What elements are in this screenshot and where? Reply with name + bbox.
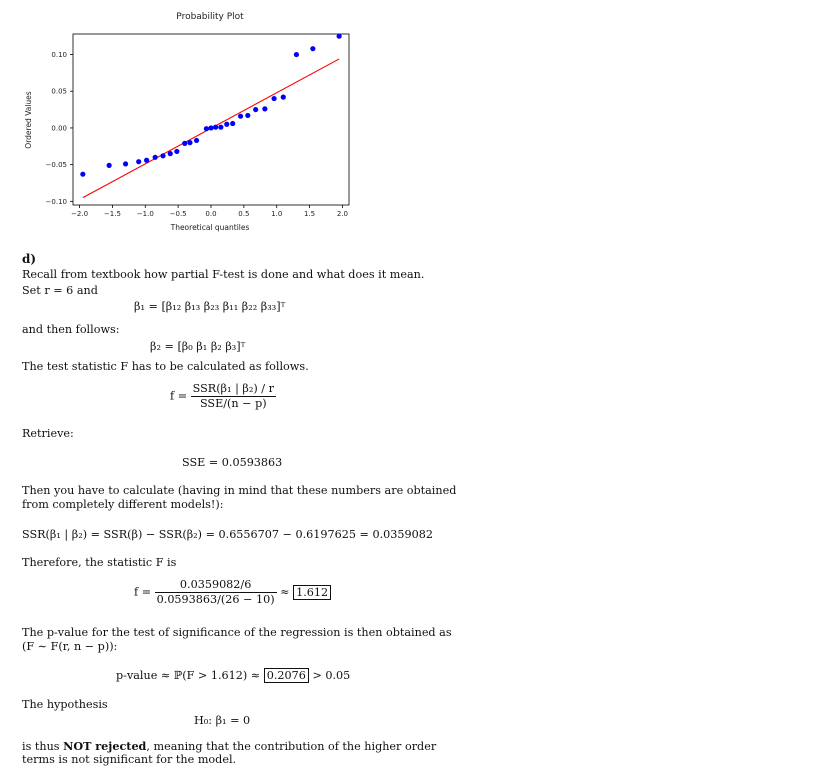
x-tick-label: 2.0 — [336, 210, 348, 218]
x-tick-label: −0.5 — [169, 210, 187, 218]
data-point — [153, 155, 158, 160]
data-point — [136, 159, 141, 164]
fraction — [155, 578, 277, 607]
data-point — [160, 153, 165, 158]
equation-beta2: β₂ = [β₀ β₁ β₂ β₃]ᵀ — [150, 340, 246, 353]
boxed-result: 1.612 — [293, 585, 331, 600]
equation-hypothesis: H₀: β₁ = 0 — [194, 714, 251, 727]
data-point — [182, 141, 187, 146]
x-tick-label: −2.0 — [71, 210, 89, 218]
equation-beta1: β₁ = [β₁₂ β₁₃ β₂₃ β₁₁ β₂₂ β₃₃]ᵀ — [134, 300, 286, 313]
data-point — [194, 138, 199, 143]
boxed-result: 0.2076 — [264, 668, 309, 683]
p-value-prefix: p-value ≈ ℙ(F > 1.612) ≈ — [116, 669, 261, 682]
data-point — [144, 158, 149, 163]
paragraph: The p-value for the test of significance of the regression is then obtained as — [22, 626, 452, 639]
eq-lhs: f = — [170, 389, 188, 403]
paragraph: Set r = 6 and — [22, 284, 98, 297]
paragraph: Recall from textbook how partial F-test is done and what does it mean. — [22, 268, 425, 281]
emphasis: NOT rejected — [63, 739, 147, 753]
equation-f-value — [134, 578, 331, 607]
data-point — [204, 126, 209, 131]
data-point — [80, 172, 85, 177]
paragraph: Then you have to calculate (having in mind that these numbers are obtained — [22, 484, 457, 497]
data-point — [187, 140, 192, 145]
x-tick-label: −1.5 — [103, 210, 121, 218]
data-point — [337, 34, 342, 39]
x-tick-label: −1.0 — [136, 210, 154, 218]
equation-ssr: SSR(β₁ | β₂) = SSR(β) − SSR(β₂) = 0.6556707 − 0.6197625 = 0.0359082 — [22, 528, 433, 541]
numerator: SSR(β₁ | β₂) / r — [192, 382, 274, 395]
data-point — [294, 52, 299, 57]
paragraph: from completely different models!): — [22, 498, 224, 511]
paragraph: The test statistic F has to be calculated as follows. — [22, 360, 309, 373]
y-axis — [46, 51, 73, 206]
data-point — [107, 163, 112, 168]
y-tick-label: −0.05 — [45, 161, 67, 170]
probability-plot — [0, 0, 360, 240]
section-heading: d) — [22, 252, 37, 266]
data-point — [253, 107, 258, 112]
data-point — [123, 161, 128, 166]
x-tick-label: 0.0 — [205, 210, 217, 218]
eq-lhs: f = — [134, 585, 152, 599]
data-point — [310, 46, 315, 51]
x-tick-label: 1.0 — [271, 210, 283, 218]
paragraph: Therefore, the statistic F is — [22, 556, 177, 569]
data-points — [80, 34, 341, 177]
text-run: is thus — [22, 740, 64, 753]
data-point — [168, 151, 173, 156]
data-point — [230, 121, 235, 126]
denominator: SSE/(n − p) — [199, 397, 267, 410]
paragraph: Retrieve: — [22, 427, 74, 440]
x-tick-label: 0.5 — [238, 210, 250, 218]
y-tick-label: −0.10 — [45, 197, 67, 206]
y-tick-label: 0.00 — [51, 124, 67, 133]
plot-frame — [73, 34, 349, 205]
numerator: 0.0359082/6 — [155, 578, 277, 593]
data-point — [238, 114, 243, 119]
paragraph: terms is not significant for the model. — [22, 753, 237, 766]
paragraph: (F ∼ F(r, n − p)): — [22, 640, 118, 653]
equation-f-definition — [170, 382, 276, 411]
y-axis-label: Ordered Values — [24, 91, 33, 149]
approx-sign: ≈ — [280, 585, 290, 599]
data-point — [208, 125, 213, 130]
paragraph: and then follows: — [22, 323, 120, 336]
paragraph: The hypothesis — [22, 698, 108, 711]
y-tick-label: 0.10 — [51, 51, 67, 60]
fraction — [191, 382, 276, 411]
chart-title: Probability Plot — [176, 12, 244, 22]
p-value-suffix: > 0.05 — [312, 669, 351, 682]
equation-sse: SSE = 0.0593863 — [182, 456, 283, 469]
data-point — [213, 125, 218, 130]
equation-p-value — [116, 669, 350, 683]
data-point — [245, 113, 250, 118]
data-point — [174, 149, 179, 154]
y-tick-label: 0.05 — [51, 87, 67, 96]
data-point — [224, 122, 229, 127]
data-point — [271, 96, 276, 101]
denominator: 0.0593863/(26 − 10) — [156, 593, 275, 606]
text-run: , meaning that the contribution of the higher order — [146, 740, 437, 753]
data-point — [262, 106, 267, 111]
x-axis — [71, 205, 348, 218]
x-axis-label: Theoretical quantiles — [170, 223, 250, 232]
data-point — [281, 95, 286, 100]
x-tick-label: 1.5 — [304, 210, 316, 218]
paragraph — [22, 739, 436, 754]
data-point — [218, 125, 223, 130]
